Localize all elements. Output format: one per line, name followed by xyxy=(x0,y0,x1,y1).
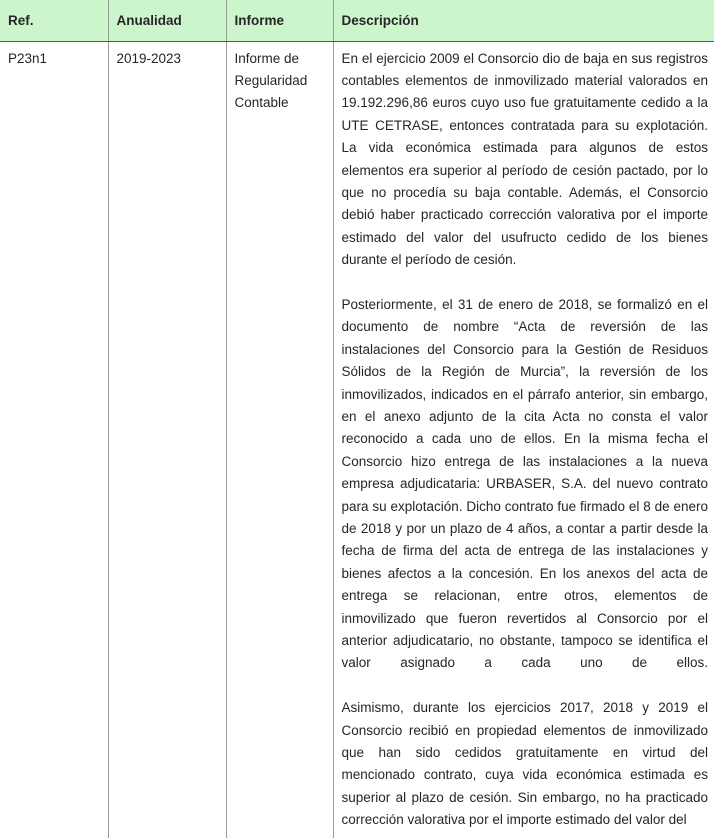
cell-ref: P23n1 xyxy=(0,41,108,838)
table-row xyxy=(0,41,714,838)
table-header-row xyxy=(0,0,714,41)
cell-informe: Informe de Regularidad Contable xyxy=(226,41,333,838)
description-paragraph-2: Posteriormente, el 31 de enero de 2018, se formalizó en el documento de nombre “Acta de reversión de las instalaciones del Consorcio para la Gestión de Residuos Sólidos de la Región de Murcia”, la reversión de los inmovilizados, indicados en el párrafo anterior, sin embargo, en el anexo adjunto de la cita Acta no consta el valor reconocido a cada uno de ellos. En la misma fecha el Consorcio hizo entrega de las instalaciones a la nueva empresa adjudicataria: URBASER, S.A. del nuevo contrato para su explotación. Dicho contrato fue firmado el 8 de enero de 2018 y por un plazo de 4 años, a contar a partir desde la fecha de firma del acta de entrega de las instalaciones y bienes afectos a la concesión. En los anexos del acta de entrega se relacionan, entre otros, elementos de inmovilizado que fueron revertidos al Consorcio por el anterior adjudicatario, no obstante, tampoco se identifica el valor asignado a cada uno de ellos. xyxy=(341,296,708,671)
table-header xyxy=(0,0,714,41)
column-header-descripcion: Descripción xyxy=(333,0,714,41)
cell-descripcion xyxy=(333,41,714,838)
column-header-ref: Ref. xyxy=(0,0,108,41)
column-header-informe: Informe xyxy=(226,0,333,41)
cell-anualidad: 2019-2023 xyxy=(108,41,226,838)
column-header-anualidad: Anualidad xyxy=(108,0,226,41)
description-paragraph-3: Asimismo, durante los ejercicios 2017, 2018 y 2019 el Consorcio recibió en propiedad elementos de inmovilizado que han sido cedidos gratuitamente en virtud del mencionado contrato, cuya vida económica estimada es superior al plazo de cesión. Sin embargo, no ha practicado corrección valorativa por el importe estimado del valor del xyxy=(341,700,708,828)
table-body xyxy=(0,41,714,838)
description-paragraph-1: En el ejercicio 2009 el Consorcio dio de baja en sus registros contables elementos de inmovilizado material valorados en 19.192.296,86 euros cuyo uso fue gratuitamente cedido a la UTE CETRASE, entonces contratada para su explotación. La vida económica estimada para algunos de estos elementos era superior al período de cesión pactado, por lo que no procedía su baja contable. Además, el Consorcio debió haber practicado corrección valorativa por el importe estimado del valor del usufructo cedido de los bienes durante el período de cesión. xyxy=(341,50,708,268)
